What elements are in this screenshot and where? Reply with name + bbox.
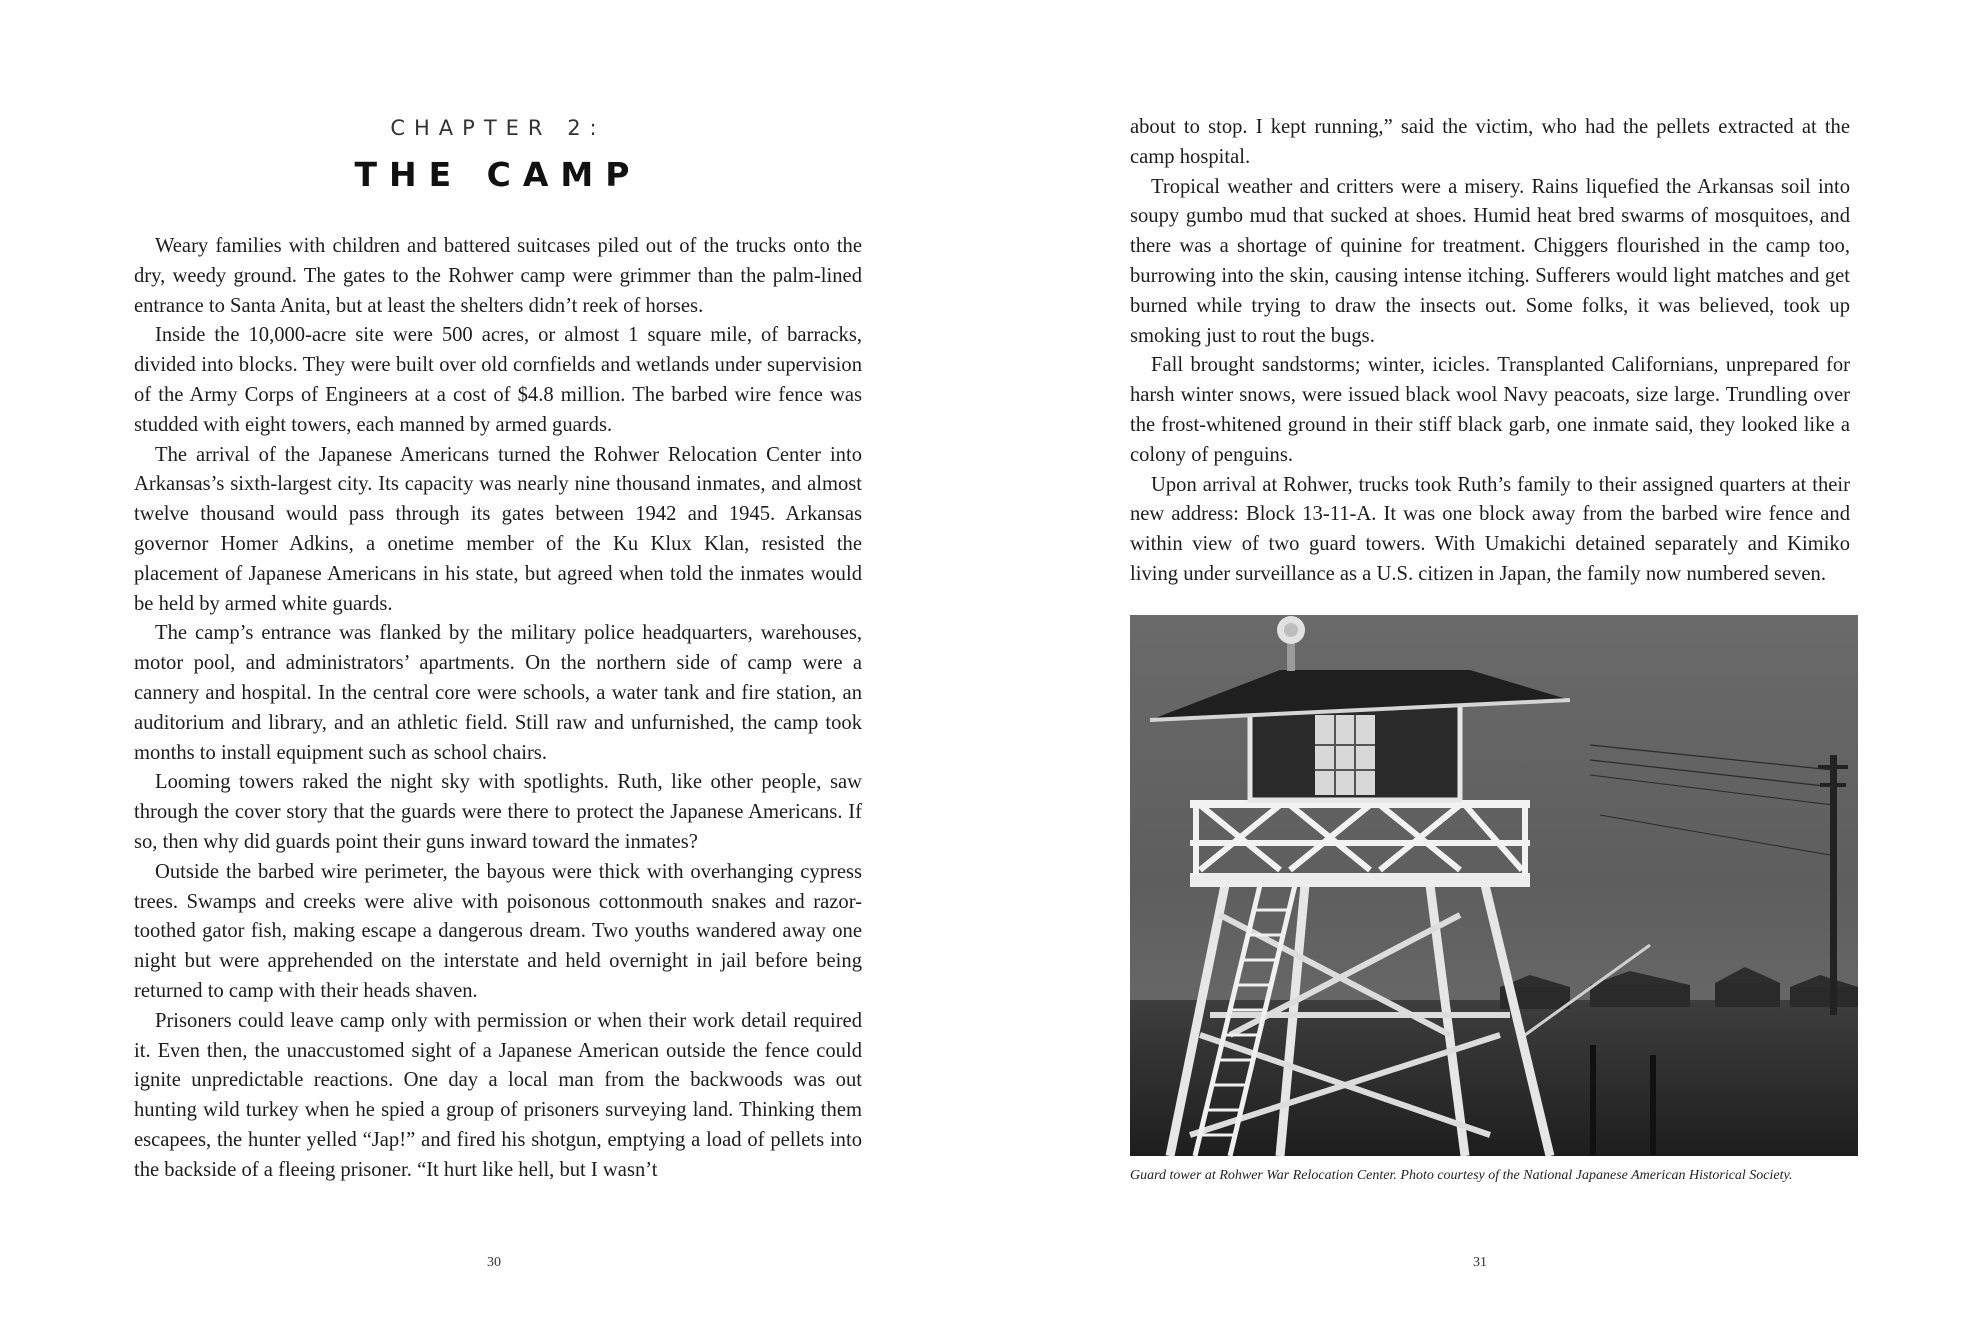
paragraph: Weary families with children and battered suitcases piled out of the trucks onto the dry, weedy ground. The gates to the Rohwer camp were grimmer than the palm-lined entrance to Santa Anita, but at least the shelters didn’t reek of horses. (134, 235, 862, 317)
paragraph: Fall brought sandstorms; winter, icicles. Transplanted Californians, unprepared for harsh winter snows, were issued black wool Navy peacoats, size large. Trundling over the frost-whitened ground in their stiff black garb, one inmate said, they looked like a colony of penguins. (1130, 354, 1850, 466)
guard-tower-illustration (1130, 615, 1858, 1156)
paragraph: Inside the 10,000-acre site were 500 acres, or almost 1 square mile, of barracks, divided into blocks. They were built over old cornfields and wetlands under supervision of the Army Corps of Engineers at a cost of $4.8 million. The barbed wire fence was studded with eight towers, each manned by armed guards. (134, 324, 862, 436)
paragraph: Prisoners could leave camp only with permission or when their work detail required it. Even then, the unaccustomed sight of a Japanese American outside the fence could ignite unpredictable reactions. One day a local man from the backwoods was out hunting wild turkey when he spied a group of prisoners surveying land. Thinking them escapees, the hunter yelled “Jap!” and fired his shotgun, emptying a load of pellets into the backside of a fleeing prisoner. “It hurt like hell, but I wasn’t (134, 1009, 862, 1181)
page-number: 31 (1473, 1255, 1487, 1270)
photo-caption: Guard tower at Rohwer War Relocation Center. Photo courtesy of the National Japanese American Historical Society. (1130, 1168, 1793, 1183)
paragraph: Upon arrival at Rohwer, trucks took Ruth’s family to their assigned quarters at their new address: Block 13-11-A. It was one block away from the barbed wire fence and within view of two guard towers. With Umakichi detained separately and Kimiko living under surveillance as a U.S. citizen in Japan, the family now numbered seven. (1130, 473, 1850, 585)
paragraph: The camp’s entrance was flanked by the military police headquarters, warehouses, motor pool, and administrators’ apartments. On the northern side of camp were a cannery and hospital. In the central core were schools, a water tank and fire station, an auditorium and library, and an athletic field. Still raw and unfurnished, the camp took months to install equipment such as school chairs. (134, 622, 862, 764)
right-page (990, 0, 1980, 1320)
page-number: 30 (487, 1255, 501, 1270)
paragraph: Outside the barbed wire perimeter, the bayous were thick with overhanging cypress trees. Swamps and creeks were alive with poisonous cottonmouth snakes and razor-toothed gator fish, making escape a dangerous dream. Two youths wandered away one night but were apprehended on the interstate and held overnight in jail before being returned to camp with their heads shaven. (134, 860, 862, 1002)
left-body-text (134, 232, 862, 1186)
chapter-label: CHAPTER 2: (390, 116, 606, 140)
paragraph: The arrival of the Japanese Americans turned the Rohwer Relocation Center into Arkansas’s sixth-largest city. Its capacity was nearly nine thousand inmates, and almost twelve thousand would pass through its gates between 1942 and 1945. Arkansas governor Homer Adkins, a onetime member of the Ku Klux Klan, resisted the placement of Japanese Americans in his state, but agreed when told the inmates would be held by armed white guards. (134, 443, 862, 615)
guard-tower-photo (1130, 615, 1858, 1156)
chapter-title: THE CAMP (354, 155, 642, 194)
paragraph-continued: about to stop. I kept running,” said the victim, who had the pellets extracted at the camp hospital. (1130, 116, 1850, 168)
paragraph: Looming towers raked the night sky with spotlights. Ruth, like other people, saw through the cover story that the guards were there to protect the Japanese Americans. If so, then why did guards point their guns inward toward the inmates? (134, 771, 862, 853)
paragraph: Tropical weather and critters were a misery. Rains liquefied the Arkansas soil into soupy gumbo mud that sucked at shoes. Humid heat bred swarms of mosquitoes, and there was a shortage of quinine for treatment. Chiggers flourished in the camp too, burrowing into the skin, causing intense itching. Sufferers would light matches and get burned while trying to draw the insects out. Some folks, it was believed, took up smoking just to rout the bugs. (1130, 175, 1850, 347)
right-body-text (1130, 113, 1850, 590)
